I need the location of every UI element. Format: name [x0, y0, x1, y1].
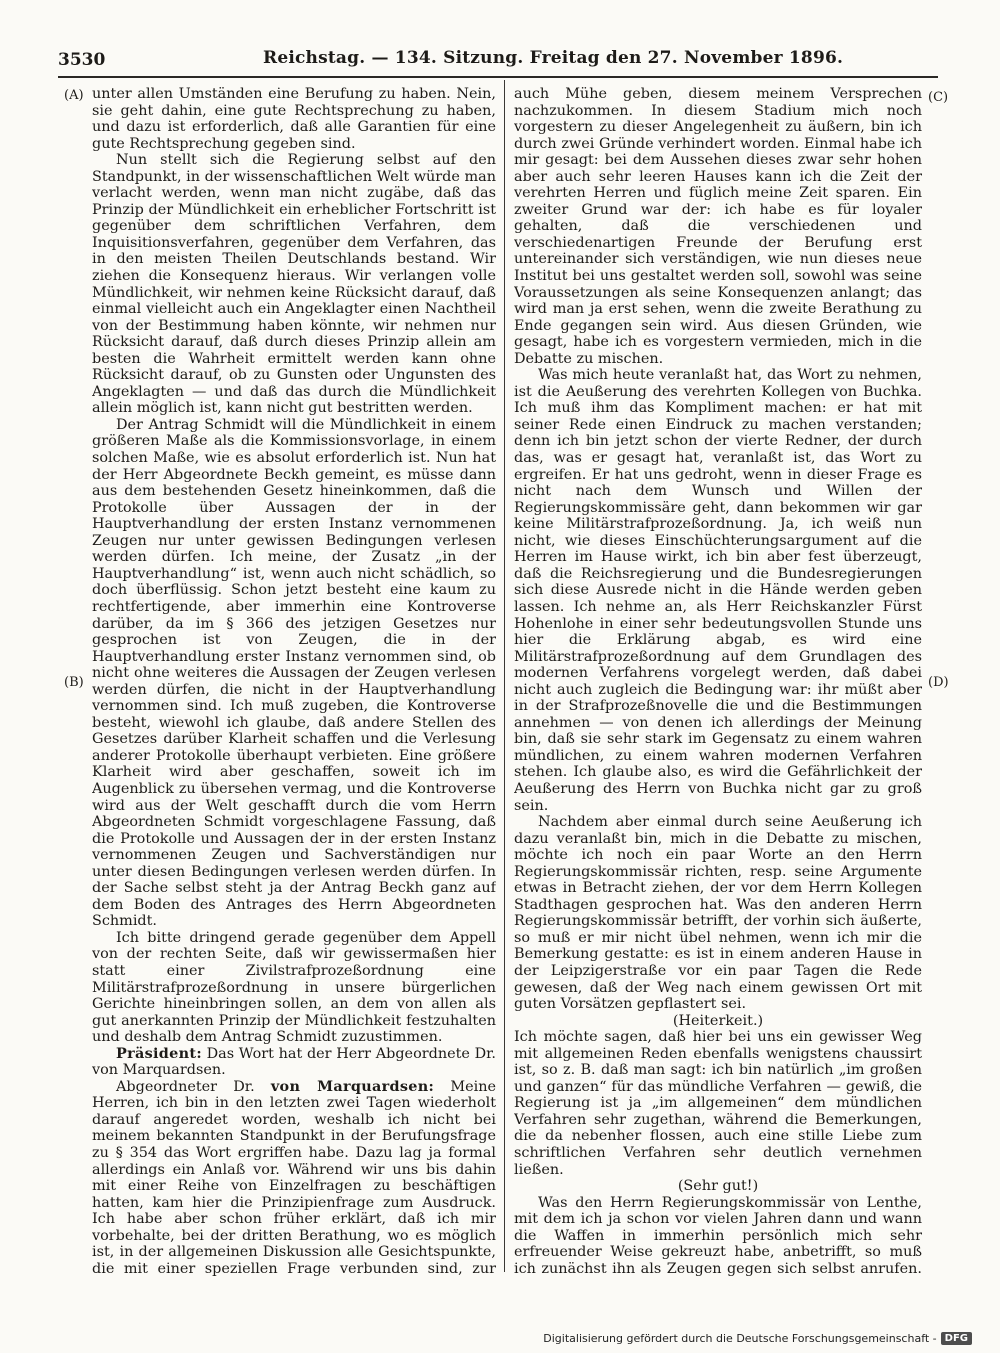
page-header	[58, 46, 938, 72]
footer	[543, 1332, 972, 1345]
speaker-president: Präsident:	[116, 1044, 202, 1062]
page-number: 3530	[58, 50, 106, 70]
speaker-marquardsen: von Marquardsen:	[270, 1077, 435, 1095]
margin-label-b: (B)	[64, 675, 84, 690]
speaker-prefix: Abgeordneter Dr.	[116, 1078, 255, 1095]
margin-label-c: (C)	[928, 90, 949, 105]
interjection: (Heiterkeit.)	[672, 1012, 764, 1029]
paragraph-text: Meine Herren, ich bin in den letzten zwei Tagen wiederholt darauf angeredet worden, weshalb ich nicht bei meinem bekannten Standpunkt in der Berufungsfrage zu § 354 das Wort ergriffen habe. Dazu lag ja formal allerdings ein Anlaß vor. Während wir uns bis dahin mit einer Reihe von Einzelfragen zu beschäftigen hatten, kam hier die Prinzipienfrage zum Ausdruck. Ich habe aber schon früher erklärt, daß ich mir vorbehalte, bei der dritten Berathung, wo es möglich ist, in der allgemeinen Diskussion alle Gesichtspunkte, die mit einer speziellen Frage verbunden sind, zur	[92, 1078, 496, 1277]
paragraph: Der Antrag Schmidt will die Mündlichkeit in einem größeren Maße als die Kommissionsvorlage, in einem solchen Maße, wie es absolut erforderlich ist. Nun hat der Herr Abgeordnete Beckh gemeint, es müsse dann aus dem bestehenden Gesetz hineinkommen, daß die Protokolle über Aussagen der in der Hauptverhandlung der ersten Instanz vernommenen Zeugen nur unter gewissen Bedingungen verlesen werden dürfen. Ich meine, der Zusatz „in der Hauptverhandlung“ ist, wenn auch nicht schädlich, so doch überflüssig. Schon jetzt besteht eine kaum zu rechtfertigende, aber immerhin eine Kontroverse darüber, da im § 366 des jetzigen Gesetzes nur gesprochen ist von Zeugen, die in der Hauptverhandlung erster Instanz vernommen sind, ob nicht ohne weiteres die Aussagen der Zeugen verlesen werden dürfen, die nicht in der Hauptverhandlung vernommen sind. Ich muß zugeben, die Kontroverse besteht, wiewohl ich glaube, daß andere Stellen des Gesetzes darüber Klarheit schaffen und die Verlesung anderer Protokolle überhaupt verbieten. Eine größere Klarheit wird aber geschaffen, soweit ich im Augenblick zu übersehen vermag, und die Kontroverse wird aus der Welt geschafft durch die vom Herrn Abgeordneten Schmidt vorgeschlagene Fassung, daß die Protokolle und Aussagen der in der ersten Instanz vernommenen Zeugen und Sachverständigen nur unter diesen Bedingungen verlesen werden dürfen. In der Sache selbst steht ja der Antrag Beckh ganz auf dem Boden des Antrages des Herrn Abgeordneten Schmidt.	[92, 416, 496, 930]
right-column	[514, 86, 922, 1278]
paragraph: Was mich heute veranlaßt hat, das Wort zu nehmen, ist die Aeußerung des verehrten Kollegen von Buchka. Ich muß ihm das Kompliment machen: er hat mit seiner Rede einen Eindruck zu machen verstanden; denn ich bin jetzt schon der vierte Redner, der durch das, was er gesagt hat, veranlaßt ist, das Wort zu ergreifen. Er hat uns gedroht, wenn in dieser Frage es nicht nach dem Wunsch und Willen der Regierungskommissäre geht, dann bekommen wir gar keine Militärstrafprozeßordnung. Ja, ich weiß nun nicht, wie dieses Einschüchterungsargument auf die Herren im Hause wirkt, ich bin aber fest überzeugt, daß die Reichsregierung und die Bundesregierungen sich diese Ausrede nicht in die Hände werden geben lassen. Ich nehme an, als Herr Reichskanzler Fürst Hohenlohe in einer sehr bedeutungsvollen Stunde uns hier die Erklärung abgab, es wird eine Militärstrafprozeßordnung auf dem Grundlagen des modernen Verfahrens vorgelegt werden, daß dabei nicht auch zugleich die Bedingung war: ihr müßt aber in der Strafprozeßnovelle die und die Bestimmungen annehmen — von denen ich allerdings der Meinung bin, daß sie sehr stark im Gegensatz zu einem wahren mündlichen, zu einem wahren modernen Verfahren stehen. Ich glaube also, es wird die Gefährlichkeit der Aeußerung des Herrn von Buchka nicht gar zu groß sein.	[514, 367, 922, 814]
paragraph: unter allen Umständen eine Berufung zu haben. Nein, sie geht dahin, eine gute Rechtsprechung zu haben, und dazu ist erforderlich, daß alle Garantien für eine gute Rechtsprechung gegeben sind.	[92, 86, 496, 152]
margin-label-d: (D)	[928, 675, 949, 690]
paragraph-president	[92, 1046, 496, 1079]
header-rule	[58, 76, 938, 78]
paragraph: Ich möchte sagen, daß hier bei uns ein gewisser Weg mit allgemeinen Reden ebenfalls wenigstens chaussirt ist, so z. B. daß man sagt: ich bin natürlich „im großen und ganzen“ für das mündliche Verfahren — gewiß, die Regierung ist ja „im allgemeinen“ dem mündlichen Verfahren sehr zugethan, während die Bemerkungen, die da nebenher flossen, auch eine stille Liebe zum schriftlichen Verfahren sehr deutlich vernehmen ließen.	[514, 1029, 922, 1178]
dfg-logo: DFG	[941, 1332, 972, 1345]
paragraph: Nachdem aber einmal durch seine Aeußerung ich dazu veranlaßt bin, mich in die Debatte zu mischen, möchte ich noch ein paar Worte an den Herrn Regierungskommissär richten, resp. seine Argumente etwas in Betracht ziehen, der vor dem Herrn Kollegen Stadthagen gesprochen hat. Was den anderen Herrn Regierungskommissär betrifft, der vorhin sich äußerte, so muß er mir nicht übel nehmen, wenn ich mir die Bemerkung gestatte: es ist in einem anderen Hause in der Leipzigerstraße vor ein paar Tagen die Rede gewesen, daß der Weg nach einem gewissen Ort mit guten Vorsätzen gepflastert sei.	[514, 814, 922, 1013]
left-column	[92, 86, 496, 1278]
paragraph-marquardsen	[92, 1079, 496, 1278]
paragraph-text: Das Wort hat der Herr Abgeordnete Dr. von Marquardsen.	[92, 1045, 496, 1079]
margin-label-a: (A)	[64, 88, 84, 103]
footer-credit: Digitalisierung gefördert durch die Deutsche Forschungsgemeinschaft -	[543, 1332, 937, 1345]
paragraph: auch Mühe geben, diesem meinem Versprechen nachzukommen. In diesem Stadium mich noch vorgestern zu dieser Angelegenheit zu äußern, bin ich durch zwei Gründe verhindert worden. Einmal habe ich mir gesagt: bei dem Aussehen dieses zwar sehr hohen aber auch sehr leeren Hauses kann ich die Zeit der verehrten Herren und füglich meine Zeit sparen. Ein zweiter Grund war der: ich habe es für loyaler gehalten, daß die verschiedenen und verschiedenartigen Freunde der Berufung erst untereinander sich verständigen, wie nun dieses neue Institut bei uns gestaltet werden soll, sowohl was seine Voraussetzungen als seine Konsequenzen anlangt; das wird man ja erst sehen, wenn die zweite Berathung zu Ende gegangen sein wird. Aus diesen Gründen, wie gesagt, habe ich es vorgestern vermieden, mich in die Debatte zu mischen.	[514, 86, 922, 367]
column-divider	[504, 80, 505, 1272]
running-head: Reichstag. — 134. Sitzung. Freitag den 27. November 1896.	[263, 48, 844, 68]
paragraph: Was den Herrn Regierungskommissär von Lenthe, mit dem ich ja schon vor vielen Jahren dann und wann die Waffen in immerhin persönlich mich sehr erfreuender Weise gekreuzt habe, anbetrifft, so muß ich zunächst ihn als Zeugen gegen sich selbst anrufen.	[514, 1194, 922, 1277]
interjection: (Sehr gut!)	[677, 1178, 759, 1195]
paragraph: Ich bitte dringend gerade gegenüber dem Appell von der rechten Seite, daß wir gewissermaßen hier statt einer Zivilstrafprozeßordnung eine Militärstrafprozeßordnung in unsere bürgerlichen Gerichte hineinbringen sollen, an dem von allen als gut anerkannten Prinzip der Mündlichkeit festzuhalten und deshalb dem Antrag Schmidt zuzustimmen.	[92, 929, 496, 1046]
paragraph: Nun stellt sich die Regierung selbst auf den Standpunkt, in der wissenschaftlichen Welt würde man verlacht werden, wenn man nicht zugäbe, daß das Prinzip der Mündlichkeit ein erheblicher Fortschritt ist gegenüber dem schriftlichen Verfahren, dem Inquisitionsverfahren, gegenüber dem Verfahren, das in den meisten Theilen Deutschlands bestand. Wir ziehen die Konsequenz hieraus. Wir verlangen volle Mündlichkeit, wir nehmen keine Rücksicht darauf, daß einmal vielleicht auch ein Angeklagter einen Nachtheil von der Bestimmung haben könnte, wir nehmen nur Rücksicht darauf, daß durch dieses Prinzip allein am besten die Wahrheit ermittelt werden kann ohne Rücksicht darauf, ob zu Gunsten oder Ungunsten des Angeklagten — und daß das durch die Mündlichkeit allein möglich ist, kann nicht gut bestritten werden.	[92, 152, 496, 417]
